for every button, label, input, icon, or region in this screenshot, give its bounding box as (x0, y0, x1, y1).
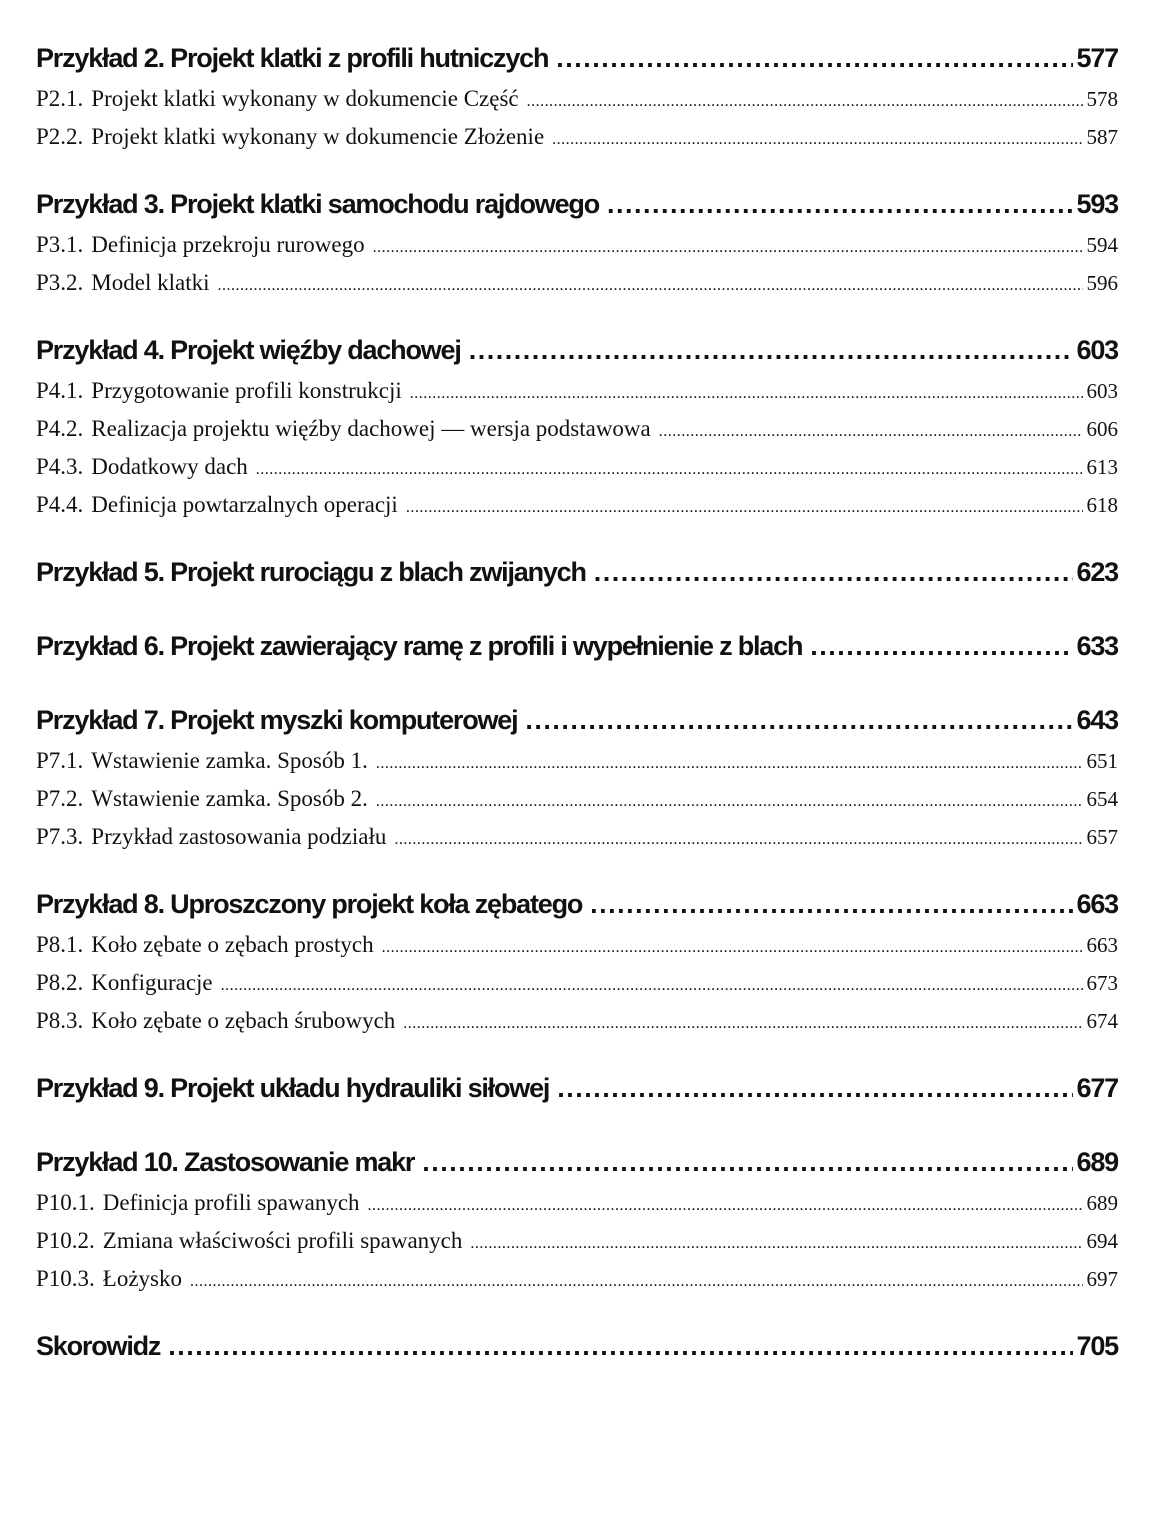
subsection-page-number: 596 (1086, 271, 1118, 295)
toc-chapter-entry[interactable] (36, 1066, 1118, 1110)
chapter-title: Przykład 5. Projekt rurociągu z blach zwijanych (36, 557, 586, 587)
subsection-title: Definicja profili spawanych (102, 1190, 360, 1215)
subsection-number: P4.2. (36, 416, 84, 441)
chapter-title: Przykład 10. Zastosowanie makr (36, 1147, 415, 1177)
toc-section (36, 1066, 1118, 1110)
chapter-title: Przykład 6. Projekt zawierający ramę z profili i wypełnienie z blach (36, 631, 803, 661)
toc-chapter-entry[interactable] (36, 698, 1118, 742)
subsection-title: Łożysko (102, 1266, 183, 1291)
subsection-number: P7.2. (36, 786, 84, 811)
dot-leader (557, 1066, 1072, 1110)
subsection-page-number: 613 (1086, 455, 1118, 479)
subsection-page-number: 578 (1086, 87, 1118, 111)
subsection-page-number: 651 (1086, 749, 1118, 773)
subsection-number: P8.1. (36, 932, 84, 957)
toc-subsection-entry[interactable] (36, 1260, 1118, 1298)
chapter-page-number: 705 (1076, 1331, 1118, 1361)
subsection-title: Koło zębate o zębach prostych (91, 932, 374, 957)
subsection-number: P7.3. (36, 824, 84, 849)
subsection-page-number: 697 (1086, 1267, 1118, 1291)
chapter-title: Przykład 9. Projekt układu hydrauliki siłowej (36, 1073, 550, 1103)
subsection-number: P8.2. (36, 970, 84, 995)
toc-section (36, 1324, 1118, 1368)
subsection-number: P3.1. (36, 232, 84, 257)
subsection-number: P10.1. (36, 1190, 95, 1215)
toc-chapter-entry[interactable] (36, 1140, 1118, 1184)
toc-section (36, 36, 1118, 156)
subsection-number: P10.2. (36, 1228, 95, 1253)
dot-leader (394, 818, 1082, 859)
subsection-title: Zmiana właściwości profili spawanych (102, 1228, 463, 1253)
subsection-page-number: 587 (1086, 125, 1118, 149)
toc-subsection-entry[interactable] (36, 1222, 1118, 1260)
chapter-title: Przykład 7. Projekt myszki komputerowej (36, 705, 518, 735)
subsection-title: Wstawienie zamka. Sposób 2. (91, 786, 368, 811)
toc-subsection-entry[interactable] (36, 1184, 1118, 1222)
dot-leader (527, 80, 1083, 121)
subsection-page-number: 603 (1086, 379, 1118, 403)
dot-leader (376, 780, 1083, 821)
subsection-title: Realizacja projektu więźby dachowej — wersja podstawowa (91, 416, 651, 441)
subsection-title: Model klatki (91, 270, 210, 295)
dot-leader (403, 1002, 1082, 1043)
chapter-page-number: 663 (1076, 889, 1118, 919)
dot-leader (607, 182, 1073, 226)
toc-subsection-entry[interactable] (36, 226, 1118, 264)
dot-leader (556, 36, 1072, 80)
subsection-title: Przygotowanie profili konstrukcji (91, 378, 402, 403)
toc-section (36, 328, 1118, 524)
subsection-number: P2.2. (36, 124, 84, 149)
dot-leader (256, 448, 1083, 489)
dot-leader (217, 264, 1082, 305)
dot-leader (659, 410, 1083, 451)
toc-subsection-entry[interactable] (36, 964, 1118, 1002)
toc-section (36, 882, 1118, 1040)
chapter-title: Przykład 2. Projekt klatki z profili hutniczych (36, 43, 549, 73)
dot-leader (406, 486, 1083, 527)
toc-chapter-entry[interactable] (36, 624, 1118, 668)
toc-subsection-entry[interactable] (36, 486, 1118, 524)
toc-subsection-entry[interactable] (36, 448, 1118, 486)
subsection-title: Definicja powtarzalnych operacji (91, 492, 398, 517)
subsection-page-number: 654 (1086, 787, 1118, 811)
toc-chapter-entry[interactable] (36, 1324, 1118, 1368)
toc-subsection-entry[interactable] (36, 742, 1118, 780)
toc-subsection-entry[interactable] (36, 1002, 1118, 1040)
dot-leader (525, 698, 1072, 742)
toc-chapter-entry[interactable] (36, 36, 1118, 80)
toc-section (36, 624, 1118, 668)
dot-leader (470, 1222, 1082, 1263)
subsection-page-number: 694 (1086, 1229, 1118, 1253)
chapter-page-number: 689 (1076, 1147, 1118, 1177)
toc-subsection-entry[interactable] (36, 818, 1118, 856)
subsection-title: Projekt klatki wykonany w dokumencie Część (91, 86, 519, 111)
chapter-page-number: 677 (1076, 1073, 1118, 1103)
subsection-number: P8.3. (36, 1008, 84, 1033)
subsection-title: Wstawienie zamka. Sposób 1. (91, 748, 368, 773)
subsection-title: Koło zębate o zębach śrubowych (91, 1008, 396, 1033)
subsection-number: P4.1. (36, 378, 84, 403)
toc-subsection-entry[interactable] (36, 410, 1118, 448)
dot-leader (422, 1140, 1072, 1184)
dot-leader (376, 742, 1083, 783)
subsection-number: P3.2. (36, 270, 84, 295)
subsection-number: P4.4. (36, 492, 84, 517)
subsection-page-number: 606 (1086, 417, 1118, 441)
toc-chapter-entry[interactable] (36, 182, 1118, 226)
dot-leader (368, 1184, 1083, 1225)
toc-section (36, 1140, 1118, 1298)
toc-subsection-entry[interactable] (36, 926, 1118, 964)
toc-subsection-entry[interactable] (36, 372, 1118, 410)
subsection-page-number: 657 (1086, 825, 1118, 849)
chapter-page-number: 593 (1076, 189, 1118, 219)
dot-leader (552, 118, 1082, 159)
chapter-title: Przykład 8. Uproszczony projekt koła zębatego (36, 889, 583, 919)
toc-subsection-entry[interactable] (36, 264, 1118, 302)
dot-leader (382, 926, 1083, 967)
dot-leader (373, 226, 1083, 267)
dot-leader (168, 1324, 1072, 1368)
toc-subsection-entry[interactable] (36, 780, 1118, 818)
dot-leader (190, 1260, 1082, 1301)
subsection-page-number: 674 (1086, 1009, 1118, 1033)
toc-subsection-entry[interactable] (36, 118, 1118, 156)
chapter-page-number: 623 (1076, 557, 1118, 587)
subsection-page-number: 673 (1086, 971, 1118, 995)
toc-subsection-entry[interactable] (36, 80, 1118, 118)
subsection-number: P10.3. (36, 1266, 95, 1291)
toc-section (36, 698, 1118, 856)
dot-leader (469, 328, 1073, 372)
toc-chapter-entry[interactable] (36, 328, 1118, 372)
subsection-number: P7.1. (36, 748, 84, 773)
toc-section (36, 182, 1118, 302)
toc-chapter-entry[interactable] (36, 550, 1118, 594)
dot-leader (590, 882, 1072, 926)
chapter-page-number: 603 (1076, 335, 1118, 365)
subsection-title: Dodatkowy dach (91, 454, 248, 479)
dot-leader (221, 964, 1083, 1005)
chapter-page-number: 633 (1076, 631, 1118, 661)
dot-leader (810, 624, 1072, 668)
toc-section (36, 550, 1118, 594)
chapter-title: Przykład 3. Projekt klatki samochodu rajdowego (36, 189, 599, 219)
subsection-page-number: 618 (1086, 493, 1118, 517)
toc-chapter-entry[interactable] (36, 882, 1118, 926)
table-of-contents (36, 36, 1118, 1398)
subsection-title: Przykład zastosowania podziału (91, 824, 387, 849)
subsection-page-number: 663 (1086, 933, 1118, 957)
subsection-page-number: 594 (1086, 233, 1118, 257)
dot-leader (410, 372, 1083, 413)
subsection-title: Projekt klatki wykonany w dokumencie Złożenie (91, 124, 545, 149)
subsection-number: P4.3. (36, 454, 84, 479)
chapter-page-number: 643 (1076, 705, 1118, 735)
chapter-title: Skorowidz (36, 1331, 161, 1361)
dot-leader (594, 550, 1073, 594)
chapter-page-number: 577 (1076, 43, 1118, 73)
subsection-title: Definicja przekroju rurowego (91, 232, 365, 257)
subsection-title: Konfiguracje (91, 970, 213, 995)
subsection-page-number: 689 (1086, 1191, 1118, 1215)
chapter-title: Przykład 4. Projekt więźby dachowej (36, 335, 461, 365)
subsection-number: P2.1. (36, 86, 84, 111)
